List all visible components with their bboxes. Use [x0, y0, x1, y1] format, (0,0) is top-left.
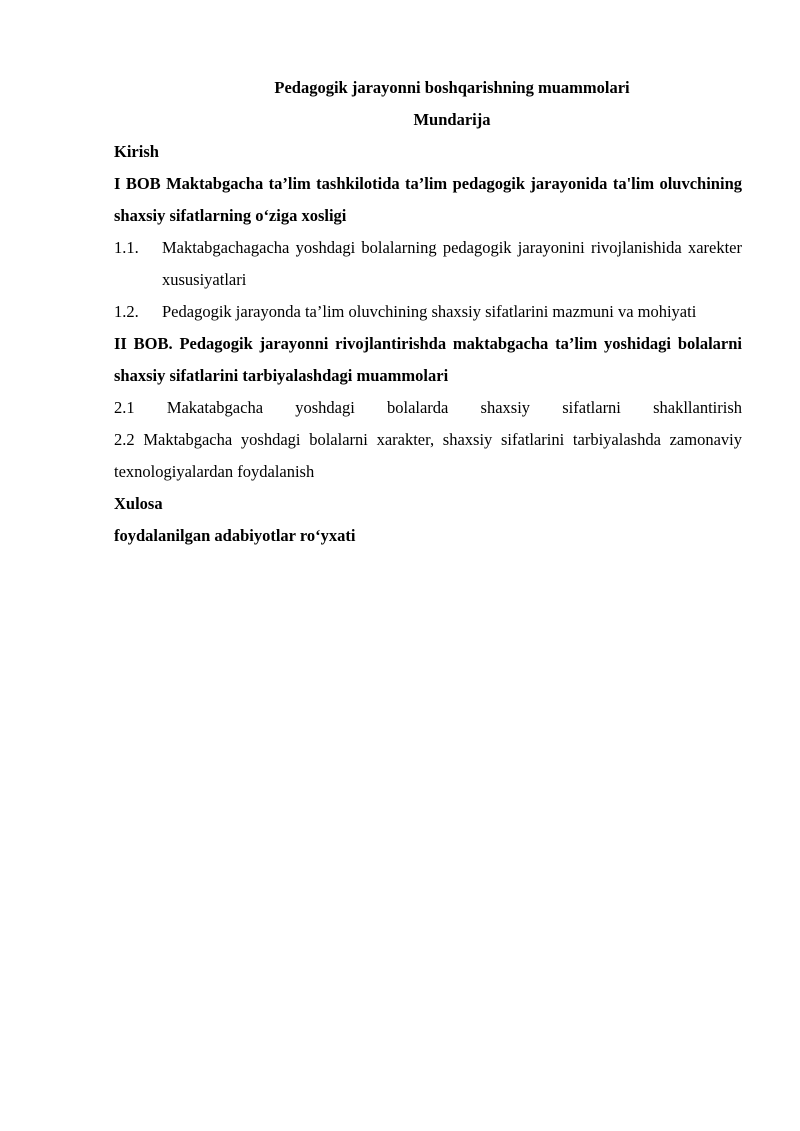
toc-conclusion: Xulosa: [114, 494, 163, 513]
toc-item-number: 1.1.: [114, 238, 139, 257]
toc-item-1-1: [114, 232, 742, 296]
toc-item-2-2: 2.2 Maktabgacha yoshdagi bolalarni xarakter, shaxsiy sifatlarini tarbiyalashda zamonaviy texnologiyalardan foydalanish: [114, 430, 742, 481]
toc-item-number: 1.2.: [114, 302, 139, 321]
table-of-contents: [114, 136, 742, 552]
toc-item-text: Maktabgachagacha yoshdagi bolalarning pedagogik jarayonini rivojlanishida xarekter xususiyatlari: [162, 238, 742, 289]
document-title: Pedagogik jarayonni boshqarishning muammolari: [274, 78, 630, 97]
document-subtitle: Mundarija: [413, 110, 491, 129]
toc-intro: Kirish: [114, 142, 159, 161]
toc-item-text: Pedagogik jarayonda ta’lim oluvchining shaxsiy sifatlarini mazmuni va mohiyati: [162, 302, 697, 321]
toc-chapter2-heading: II BOB. Pedagogik jarayonni rivojlantirishda maktabgacha ta’lim yoshidagi bolalarni shaxsiy sifatlarini tarbiyalashdagi muammolari: [114, 334, 742, 385]
toc-chapter1-heading: I BOB Maktabgacha ta’lim tashkilotida ta’lim pedagogik jarayonida ta'lim oluvchining shaxsiy sifatlarning o‘ziga xosligi: [114, 174, 742, 225]
toc-item-1-2: [114, 296, 742, 328]
toc-item-2-1: 2.1 Makatabgacha yoshdagi bolalarda shaxsiy sifatlarni shakllantirish: [114, 398, 742, 417]
toc-references: foydalanilgan adabiyotlar ro‘yxati: [114, 526, 356, 545]
